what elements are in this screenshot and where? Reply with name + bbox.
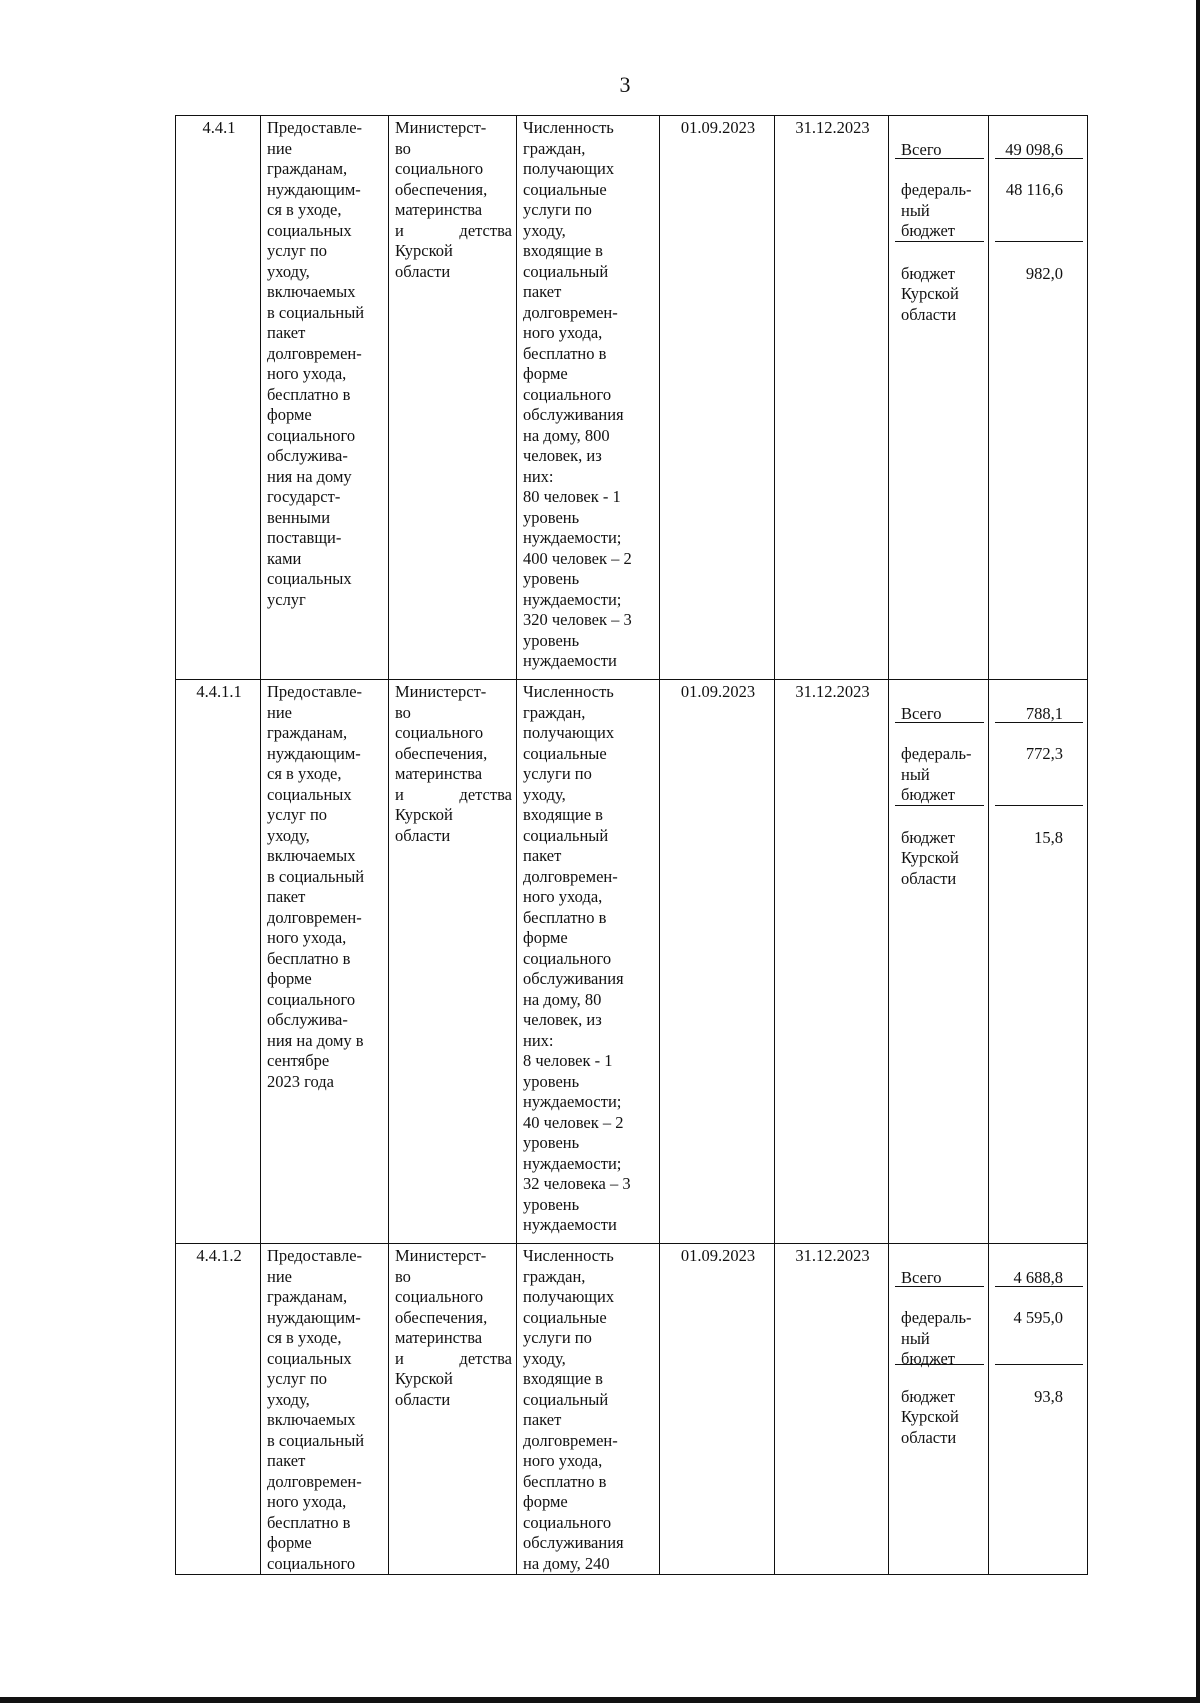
executor-cell bbox=[389, 116, 517, 680]
executor-spread: и детства bbox=[395, 1348, 512, 1368]
amount-cell bbox=[989, 116, 1088, 680]
amount-federal: 48 116,6 bbox=[995, 179, 1083, 242]
row-code: 4.4.1.2 bbox=[176, 1244, 261, 1575]
executor-top: Министерст- во социального обеспечения, материнства bbox=[395, 1246, 488, 1347]
amount-federal: 772,3 bbox=[995, 743, 1083, 806]
scan-edge-right bbox=[1196, 0, 1200, 1703]
start-date: 01.09.2023 bbox=[660, 680, 775, 1244]
amount-federal: 4 595,0 bbox=[995, 1307, 1083, 1365]
scan-edge-bottom bbox=[0, 1697, 1200, 1703]
measure-cell: Предоставле- ние гражданам, нуждающим- ся в уходе, социальных услуг по уходу, включаемых в социальный пакет долговремен- ного ухода, бесплатно в форме социального bbox=[261, 1244, 389, 1575]
amount-regional: 982,0 bbox=[1025, 263, 1063, 283]
table-row bbox=[176, 680, 1088, 1244]
funding-source-cell bbox=[889, 116, 989, 680]
funding-source-cell bbox=[889, 680, 989, 1244]
executor-spread: и детства bbox=[395, 220, 512, 240]
amount-total: 788,1 bbox=[995, 703, 1083, 723]
executor-bottom: Курской области bbox=[395, 1369, 453, 1409]
executor-spread: и детства bbox=[395, 784, 512, 804]
start-date: 01.09.2023 bbox=[660, 116, 775, 680]
table-row bbox=[176, 1244, 1088, 1575]
start-date: 01.09.2023 bbox=[660, 1244, 775, 1575]
indicator-cell: Численность граждан, получающих социальные услуги по уходу, входящие в социальный пакет долговремен- ного ухода, бесплатно в форме социального обслуживания на дому, 800 человек, из них: 80 человек - 1 уровень нуждаемости; 400 человек – 2 уровень нуждаемости; 320 человек – 3 уровень нуждаемости bbox=[517, 116, 660, 680]
amount-regional: 93,8 bbox=[1034, 1386, 1063, 1406]
source-federal: федераль- ный бюджет bbox=[895, 1307, 984, 1365]
end-date: 31.12.2023 bbox=[775, 116, 889, 680]
executor-bottom: Курской области bbox=[395, 241, 453, 281]
source-total: Всего bbox=[895, 139, 984, 159]
source-total: Всего bbox=[895, 1267, 984, 1287]
indicator-cell: Численность граждан, получающих социальные услуги по уходу, входящие в социальный пакет долговремен- ного ухода, бесплатно в форме социального обслуживания на дому, 80 человек, из них: 8 человек - 1 уровень нуждаемости; 40 человек – 2 уровень нуждаемости; 32 человека – 3 уровень нуждаемости bbox=[517, 680, 660, 1244]
table-row bbox=[176, 116, 1088, 680]
amount-total: 4 688,8 bbox=[995, 1267, 1083, 1287]
row-code: 4.4.1 bbox=[176, 116, 261, 680]
amount-cell bbox=[989, 1244, 1088, 1575]
measure-cell: Предоставле- ние гражданам, нуждающим- ся в уходе, социальных услуг по уходу, включаемых в социальный пакет долговремен- ного ухода, бесплатно в форме социального обслужива- ния на дому государст- венными поставщи- ками социальных услуг bbox=[261, 116, 389, 680]
amount-total: 49 098,6 bbox=[995, 139, 1083, 159]
indicator-cell: Численность граждан, получающих социальные услуги по уходу, входящие в социальный пакет долговремен- ного ухода, бесплатно в форме социального обслуживания на дому, 240 bbox=[517, 1244, 660, 1575]
source-regional: бюджет Курской области bbox=[901, 1386, 959, 1447]
end-date: 31.12.2023 bbox=[775, 1244, 889, 1575]
executor-bottom: Курской области bbox=[395, 805, 453, 845]
funding-source-cell bbox=[889, 1244, 989, 1575]
source-federal: федераль- ный бюджет bbox=[895, 179, 984, 242]
executor-cell bbox=[389, 1244, 517, 1575]
row-code: 4.4.1.1 bbox=[176, 680, 261, 1244]
source-total: Всего bbox=[895, 703, 984, 723]
end-date: 31.12.2023 bbox=[775, 680, 889, 1244]
source-regional: бюджет Курской области bbox=[901, 263, 959, 324]
measures-table bbox=[175, 115, 1088, 1575]
amount-cell bbox=[989, 680, 1088, 1244]
executor-cell bbox=[389, 680, 517, 1244]
source-regional: бюджет Курской области bbox=[901, 827, 959, 888]
source-federal: федераль- ный бюджет bbox=[895, 743, 984, 806]
amount-regional: 15,8 bbox=[1034, 827, 1063, 847]
measure-cell: Предоставле- ние гражданам, нуждающим- ся в уходе, социальных услуг по уходу, включаемых в социальный пакет долговремен- ного ухода, бесплатно в форме социального обслужива- ния на дому в сентябре 2023 года bbox=[261, 680, 389, 1244]
executor-top: Министерст- во социального обеспечения, материнства bbox=[395, 118, 488, 219]
page-number: 3 bbox=[619, 72, 631, 97]
executor-top: Министерст- во социального обеспечения, материнства bbox=[395, 682, 488, 783]
